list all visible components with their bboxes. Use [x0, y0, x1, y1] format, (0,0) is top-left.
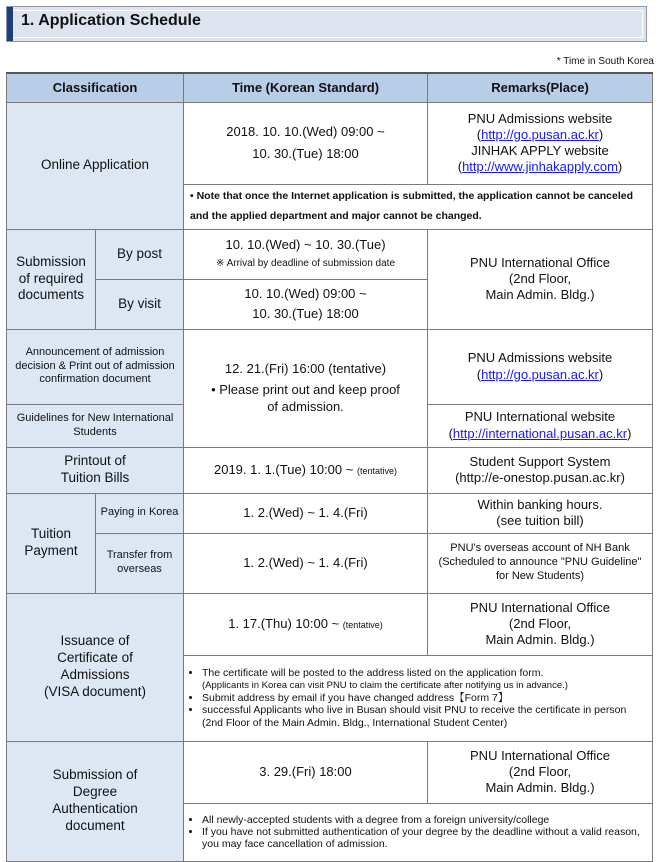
issuance-note-2: • Submit address by email if you have changed address【Form 7】	[202, 692, 646, 704]
tuition-overseas-remarks: PNU's overseas account of NH Bank (Scheduled to announce "PNU Guideline" for New Students)	[428, 533, 653, 593]
row-submission-post	[7, 229, 653, 279]
row-issuance	[7, 593, 653, 655]
submission-post-time: 10. 10.(Wed) ~ 10. 30.(Tue) ※ Arrival by deadline of submission date	[184, 229, 428, 279]
online-label: Online Application	[7, 102, 184, 229]
row-degree	[7, 741, 653, 803]
jinhak-apply-link[interactable]: http://www.jinhakapply.com	[462, 159, 618, 175]
submission-post-label: By post	[96, 229, 184, 279]
issuance-notes	[184, 655, 653, 741]
submission-remarks: PNU International Office (2nd Floor, Main Admin. Bldg.)	[428, 229, 653, 329]
degree-time: 3. 29.(Fri) 18:00	[184, 741, 428, 803]
header-row	[7, 73, 653, 102]
degree-note-2: • If you have not submitted authentication of your degree by the deadline without a valid reason, you may face cancellation of admission.	[202, 826, 646, 850]
row-tuition-korea	[7, 493, 653, 533]
row-announcement	[7, 329, 653, 404]
tuition-overseas-label: Transfer from overseas	[96, 533, 184, 593]
degree-note-1: • All newly-accepted students with a degree from a foreign university/college	[202, 814, 646, 826]
issuance-remarks: PNU International Office (2nd Floor, Main Admin. Bldg.)	[428, 593, 653, 655]
online-note: • Note that once the Internet application is submitted, the application cannot be canceled and the applied department and major cannot be changed.	[184, 184, 653, 229]
tuition-bills-time: 2019. 1. 1.(Tue) 10:00 ~ (tentative)	[184, 447, 428, 493]
degree-notes	[184, 803, 653, 861]
tuition-bills-label: Printout of Tuition Bills	[7, 447, 184, 493]
issuance-label: Issuance of Certificate of Admissions (VISA document)	[7, 593, 184, 741]
schedule-table	[6, 72, 653, 862]
pnu-admissions-link[interactable]: http://go.pusan.ac.kr	[481, 126, 599, 142]
col-header-classification: Classification	[7, 73, 184, 102]
tuition-payment-label: Tuition Payment	[7, 493, 96, 593]
submission-visit-time: 10. 10.(Wed) 09:00 ~ 10. 30.(Tue) 18:00	[184, 279, 428, 329]
time-zone-note: * Time in South Korea	[556, 56, 654, 67]
section-header-accent-bar	[7, 7, 13, 41]
announcement-label: Announcement of admission decision & Print out of admission confirmation document	[7, 329, 184, 404]
pnu-international-link[interactable]: http://international.pusan.ac.kr	[452, 425, 628, 441]
col-header-time: Time (Korean Standard)	[184, 73, 428, 102]
section-header	[6, 6, 647, 42]
row-online	[7, 102, 653, 184]
submission-label: Submission of required documents	[7, 229, 96, 329]
tuition-overseas-time: 1. 2.(Wed) ~ 1. 4.(Fri)	[184, 533, 428, 593]
tuition-bills-remarks: Student Support System (http://e-onestop.pusan.ac.kr)	[428, 447, 653, 493]
tuition-korea-label: Paying in Korea	[96, 493, 184, 533]
degree-remarks: PNU International Office (2nd Floor, Main Admin. Bldg.)	[428, 741, 653, 803]
guidelines-label: Guidelines for New International Students	[7, 404, 184, 447]
pnu-admissions-link-2[interactable]: http://go.pusan.ac.kr	[481, 366, 599, 382]
guidelines-remarks: PNU International website (http://international.pusan.ac.kr)	[428, 404, 653, 447]
col-header-remarks: Remarks(Place)	[428, 73, 653, 102]
online-time: 2018. 10. 10.(Wed) 09:00 ~ 10. 30.(Tue) 18:00	[184, 102, 428, 184]
announcement-remarks: PNU Admissions website (http://go.pusan.ac.kr)	[428, 329, 653, 404]
degree-label: Submission of Degree Authentication document	[7, 741, 184, 861]
issuance-time: 1. 17.(Thu) 10:00 ~ (tentative)	[184, 593, 428, 655]
issuance-note-1: • The certificate will be posted to the address listed on the application form. (Applicants in Korea can visit PNU to claim the certificate after notifying us in advance.)	[202, 667, 646, 692]
announcement-time: 12. 21.(Fri) 16:00 (tentative) • Please print out and keep proof of admission.	[184, 329, 428, 447]
section-title: 1. Application Schedule	[21, 12, 201, 29]
issuance-note-3: • successful Applicants who live in Busan should visit PNU to receive the certificate in person (2nd Floor of the Main Admin. Bldg., International Student Center)	[202, 704, 646, 728]
row-tuition-overseas	[7, 533, 653, 593]
tuition-korea-time: 1. 2.(Wed) ~ 1. 4.(Fri)	[184, 493, 428, 533]
submission-visit-label: By visit	[96, 279, 184, 329]
tuition-korea-remarks: Within banking hours. (see tuition bill)	[428, 493, 653, 533]
online-remarks: PNU Admissions website (http://go.pusan.ac.kr) JINHAK APPLY website (http://www.jinhakapply.com)	[428, 102, 653, 184]
row-tuition-bills	[7, 447, 653, 493]
